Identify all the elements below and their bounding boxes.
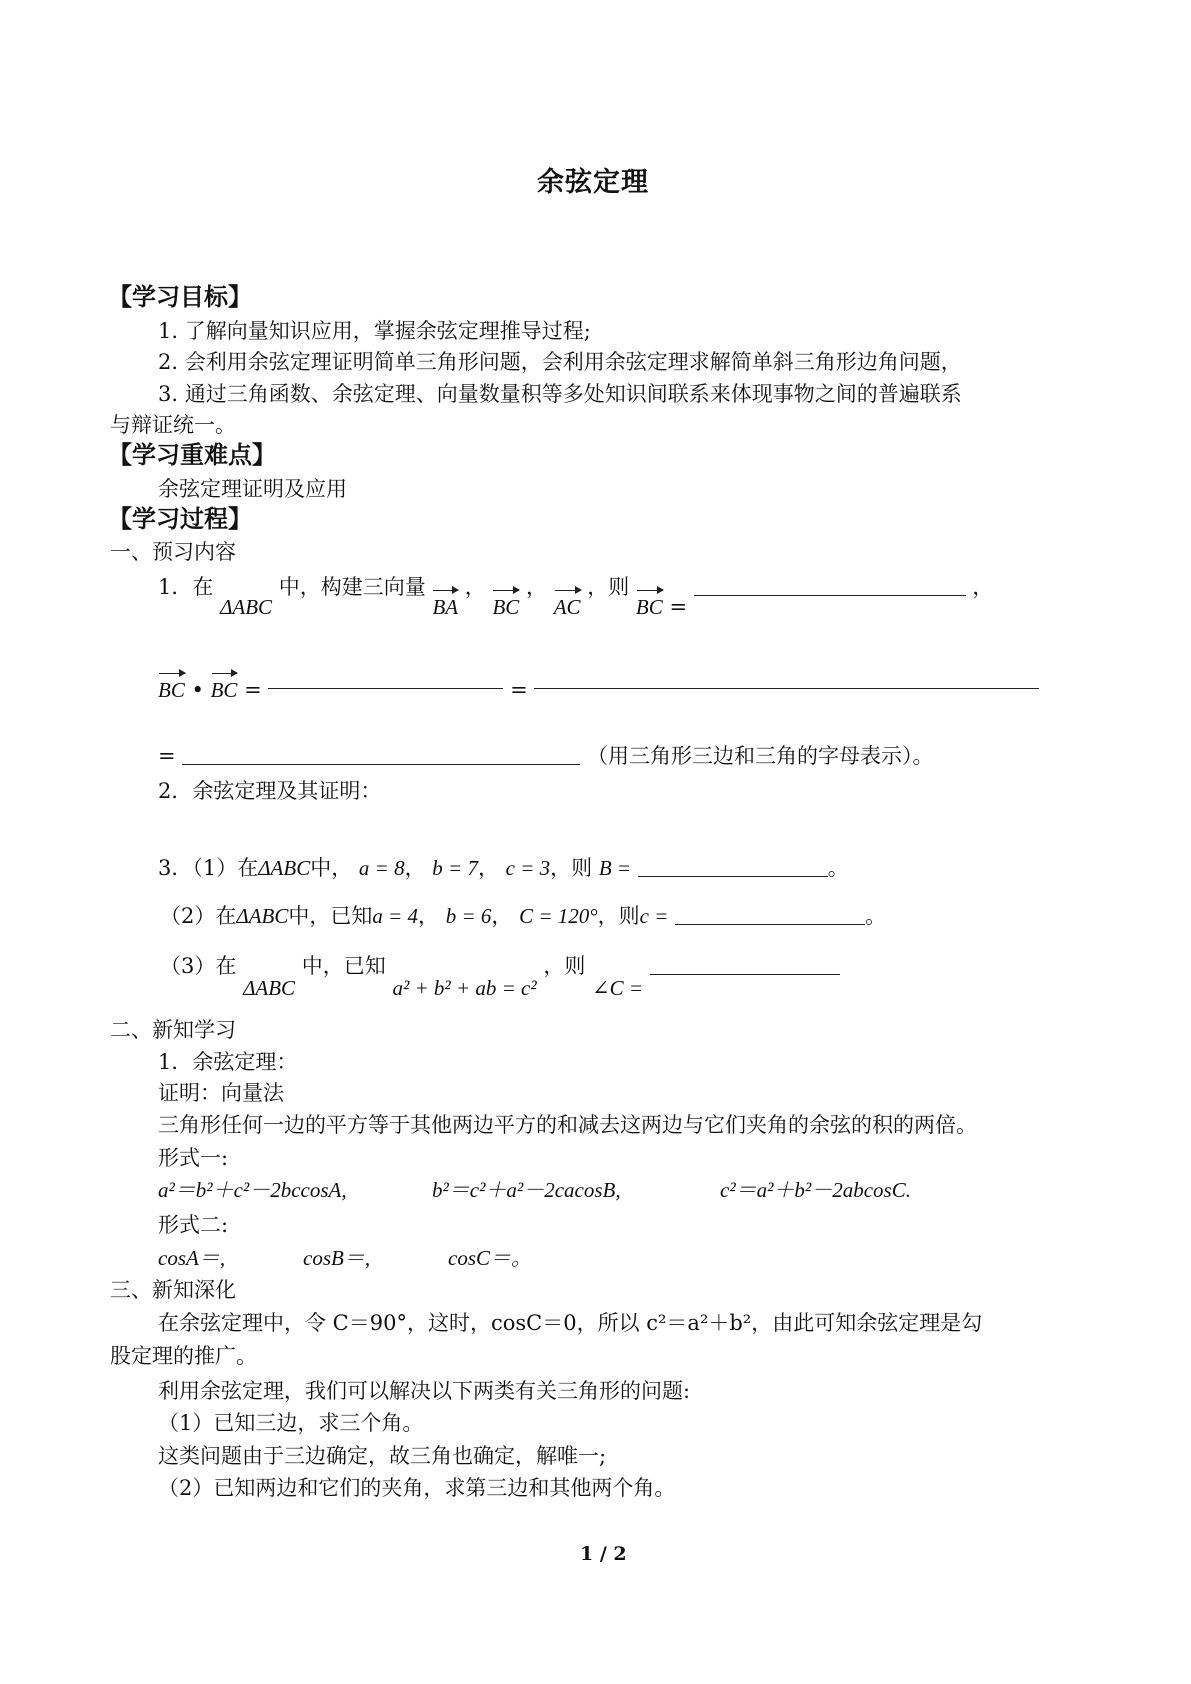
q3-p2-c: c = <box>639 904 669 928</box>
q3-p1-blank <box>638 856 828 877</box>
deepen-line-6: （2）已知两边和它们的夹角，求第三边和其他两个角。 <box>158 1476 676 1500</box>
q1-equals: = <box>669 595 688 619</box>
part-heading-deepen: 三、新知深化 <box>110 1278 236 1302</box>
form-two-label: 形式二: <box>158 1213 229 1237</box>
q3-p2-ze: ，则 <box>597 904 640 928</box>
q3-p1-a-value: a = 8 <box>358 856 405 880</box>
vector-bc-dot-right: BC <box>210 678 238 702</box>
formula-cos-b: cosB＝, <box>303 1246 371 1270</box>
q1-text-a: 1．在 <box>158 575 214 599</box>
formula-cos-c: cosC＝。 <box>448 1246 532 1270</box>
formula-b-squared: b²＝c²＋a²－2cacosB, <box>432 1178 621 1202</box>
goal-item-1: 1. 了解向量知识应用，掌握余弦定理推导过程; <box>158 319 591 343</box>
q2-text: 2．余弦定理及其证明： <box>158 779 382 803</box>
q1-final-blank <box>182 744 580 765</box>
dot-operator: • <box>191 678 204 702</box>
q1-line <box>158 574 994 619</box>
formula-c-squared: c²＝a²＋b²－2abcosC. <box>720 1178 911 1202</box>
section-heading-goals: 【学习目标】 <box>108 282 252 311</box>
vector-bc-dot-left: BC <box>158 678 185 702</box>
q1-final-note: （用三角形三边和三角的字母表示）。 <box>586 744 934 768</box>
q3-p3-triangle: ΔABC <box>243 976 296 1000</box>
q3-p3-C: ∠C = <box>592 976 644 1000</box>
q1-dot-equals-2: = <box>510 678 528 702</box>
goal-item-3-cont: 与辩证统一。 <box>110 413 236 437</box>
q3-p2-a: （2）在 <box>160 904 237 928</box>
q1-end: ， <box>972 575 994 599</box>
page-title: 余弦定理 <box>537 167 649 198</box>
vector-ac: AC <box>553 595 581 619</box>
new-item-proof: 证明：向量法 <box>158 1081 284 1105</box>
q1-triangle: ΔABC <box>220 595 273 619</box>
q3-p2-blank <box>675 904 865 925</box>
q3-p3-ze: ，则 <box>543 954 586 978</box>
deepen-line-2: 股定理的推广。 <box>110 1344 257 1368</box>
q1-ze: ，则 <box>587 575 630 599</box>
goal-item-2: 2. 会利用余弦定理证明简单三角形问题，会利用余弦定理求解简单斜三角形边角问题， <box>158 350 962 374</box>
deepen-line-1: 在余弦定理中，令 C＝90°，这时，cosC＝0，所以 c²＝a²＋b²，由此可知余弦定理是勾 <box>158 1311 983 1335</box>
q3-p1-triangle: ΔABC <box>258 856 311 880</box>
deepen-line-3: 利用余弦定理，我们可以解决以下两类有关三角形的问题: <box>158 1379 691 1403</box>
vector-ba: BA <box>432 595 459 619</box>
q3-p3-equation: a² + b² + ab = c² <box>392 976 537 1000</box>
q1-comma-1: ， <box>464 575 486 599</box>
q3-p1-c-value: c = 3 <box>505 856 551 880</box>
new-item-1: 1．余弦定理： <box>158 1050 298 1074</box>
q3-p2-C-value: C = 120° <box>519 904 598 928</box>
q1-dot-line <box>158 668 1039 703</box>
q3-p2-triangle: ΔABC <box>236 904 289 928</box>
q3-p1-ze: ，则 <box>550 856 593 880</box>
q3-p2-b-value: b = 6 <box>445 904 492 928</box>
q3-p2-a-value: a = 4 <box>372 904 419 928</box>
q1-text-b: 中，构建三向量 <box>278 575 426 599</box>
q3-part1: 3．（1）在ΔABC中， a = 8， b = 7， c = 3，则 B = 。 <box>158 856 849 880</box>
q1-dot-blank-1 <box>268 668 503 689</box>
q3-p3-a: （3）在 <box>160 954 237 978</box>
q3-part3 <box>160 953 840 1000</box>
page-number: 1 / 2 <box>580 1543 627 1565</box>
q3-p1-end: 。 <box>827 856 849 880</box>
key-text: 余弦定理证明及应用 <box>158 477 347 501</box>
q3-p3-b: 中，已知 <box>301 954 386 978</box>
q1-final-equals: = <box>158 744 176 768</box>
q1-dot-blank-2 <box>534 668 1039 689</box>
part-heading-new-knowledge: 二、新知学习 <box>110 1018 236 1042</box>
vector-bc-2: BC <box>635 595 663 619</box>
q1-answer-blank <box>694 575 966 596</box>
q1-dot-equals: = <box>244 678 262 702</box>
q3-p1-b: 中， <box>310 856 353 880</box>
q3-p2-b: 中，已知 <box>288 904 373 928</box>
q1-final-line <box>158 743 933 769</box>
formula-a-squared: a²＝b²＋c²－2bccosA, <box>158 1178 347 1202</box>
deepen-line-5: 这类问题由于三边确定，故三角也确定，解唯一; <box>158 1444 607 1468</box>
deepen-line-4: （1）已知三边，求三个角。 <box>158 1411 424 1435</box>
section-heading-key: 【学习重难点】 <box>108 440 276 469</box>
theorem-statement: 三角形任何一边的平方等于其他两边平方的和减去这两边与它们夹角的余弦的积的两倍。 <box>158 1113 977 1137</box>
q1-comma-2: ， <box>526 575 547 599</box>
q3-p1-B: B = <box>598 856 632 880</box>
q3-p3-blank <box>650 954 840 975</box>
part-heading-preview: 一、预习内容 <box>110 540 236 564</box>
form-one-label: 形式一: <box>158 1146 229 1170</box>
q3-p2-end: 。 <box>865 904 887 928</box>
q3-p1-a: 3．（1）在 <box>158 856 259 880</box>
q3-part2: （2）在ΔABC中，已知a = 4， b = 6， C = 120°，则c = 。 <box>160 904 887 928</box>
goal-item-3: 3. 通过三角函数、余弦定理、向量数量积等多处知识间联系来体现事物之间的普遍联系 <box>158 382 962 406</box>
formula-cos-a: cosA＝, <box>158 1246 226 1270</box>
q3-p1-b-value: b = 7 <box>432 856 478 880</box>
vector-bc: BC <box>492 595 520 619</box>
section-heading-process: 【学习过程】 <box>108 504 252 533</box>
